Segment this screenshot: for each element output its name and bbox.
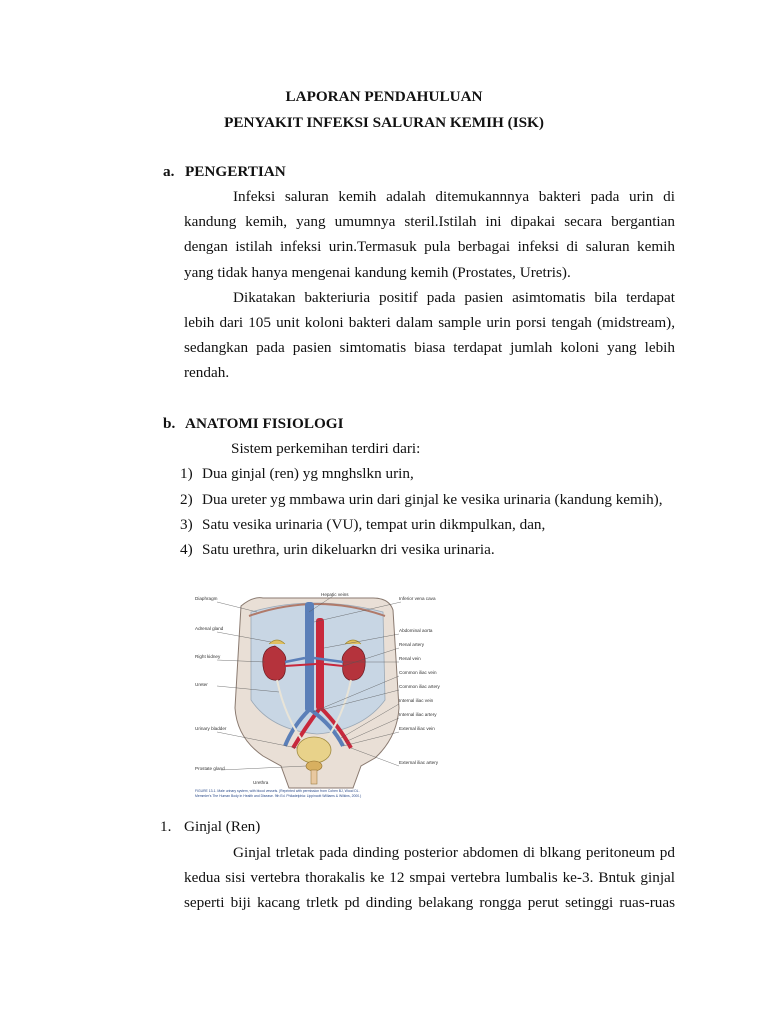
label-common-iliac-artery: Common iliac artery: [399, 684, 440, 689]
list-item: Dua ginjal (ren) yg mnghslkn urin,: [202, 465, 414, 482]
figure-caption-line2: Memmler's The Human Body in Health and Disease. 9th Ed. Philadelphia: Lippincott Williams & Wilkins, 2000.): [195, 794, 362, 798]
label-internal-iliac-vein: Internal iliac vein: [399, 698, 434, 703]
label-urethra: Urethra: [253, 780, 269, 785]
figure-caption-line1: FIGURE 13-1. Male urinary system, with blood vessels. (Reprinted with permission from Cohen BJ, Wood DL.: [195, 789, 360, 793]
section-1-line: seperti biji kacang trletk pd dinding belakang rongga perut setinggi ruas-ruas: [184, 894, 675, 911]
section-a-heading: PENGERTIAN: [185, 163, 286, 180]
label-right-kidney: Right kidney: [195, 654, 221, 659]
section-b-heading: ANATOMI FISIOLOGI: [185, 415, 344, 432]
list-item: Dua ureter yg mmbawa urin dari ginjal ke vesika urinaria (kandung kemih),: [202, 491, 663, 508]
section-a-line: Infeksi saluran kemih adalah ditemukannnya bakteri pada urin di: [233, 188, 675, 205]
urinary-system-illustration: [193, 588, 441, 800]
list-item-number: 2): [180, 491, 193, 508]
label-common-iliac-vein: Common iliac vein: [399, 670, 437, 675]
list-item: Satu vesika urinaria (VU), tempat urin dikmpulkan, dan,: [202, 516, 546, 533]
section-a-line: sedangkan pada pasien simtomatis biasa terdapat jumlah koloni yang lebih: [184, 339, 675, 356]
section-a-line: yang tidak hanya mengenai kandung kemih (Prostates, Uretris).: [184, 264, 571, 281]
document-subtitle: PENYAKIT INFEKSI SALURAN KEMIH (ISK): [224, 114, 544, 131]
label-external-iliac-artery: External iliac artery: [399, 760, 439, 765]
label-hepatic-veins: Hepatic veins: [321, 592, 349, 597]
section-1-marker: 1.: [160, 818, 172, 835]
section-a-line: lebih dari 105 unit koloni bakteri dalam sample urin porsi tengah (midstream),: [184, 314, 675, 331]
section-1-line: Ginjal trletak pada dinding posterior abdomen di blkang peritoneum pd: [233, 844, 675, 861]
label-renal-vein: Renal vein: [399, 656, 421, 661]
section-b-intro: Sistem perkemihan terdiri dari:: [231, 440, 421, 457]
document-title: LAPORAN PENDAHULUAN: [285, 88, 483, 105]
label-internal-iliac-artery: Internal iliac artery: [399, 712, 437, 717]
section-b-marker: b.: [163, 415, 176, 432]
section-a-line: dengan istilah infeksi urin.Termasuk pula berbagai infeksi di saluran kemih: [184, 238, 675, 255]
label-prostate: Prostate gland: [195, 766, 225, 771]
list-item: Satu urethra, urin dikeluarkn dri vesika urinaria.: [202, 541, 495, 558]
label-ureter: Ureter: [195, 682, 208, 687]
section-a-line: Dikatakan bakteriuria positif pada pasien asimtomatis bila terdapat: [233, 289, 675, 306]
list-item-number: 1): [180, 465, 193, 482]
section-a-line: kandung kemih, yang umumnya steril.Istilah ini dipakai secara bergantian: [184, 213, 675, 230]
label-adrenal: Adrenal gland: [195, 626, 224, 631]
list-item-number: 4): [180, 541, 193, 558]
label-bladder: Urinary bladder: [195, 726, 227, 731]
list-item-number: 3): [180, 516, 193, 533]
section-1-line: kedua sisi vertebra thorakalis ke 12 smpai vertebra lumbalis ke-3. Bntuk ginjal: [184, 869, 675, 886]
section-a-marker: a.: [163, 163, 175, 180]
label-renal-artery: Renal artery: [399, 642, 425, 647]
label-external-iliac-vein: External iliac vein: [399, 726, 435, 731]
label-aorta: Abdominal aorta: [399, 628, 433, 633]
section-a-line: rendah.: [184, 364, 230, 381]
urinary-system-figure: [193, 588, 441, 800]
section-1-heading: Ginjal (Ren): [184, 818, 261, 835]
label-vena-cava: Inferior vena cava: [399, 596, 436, 601]
label-diaphragm: Diaphragm: [195, 596, 218, 601]
